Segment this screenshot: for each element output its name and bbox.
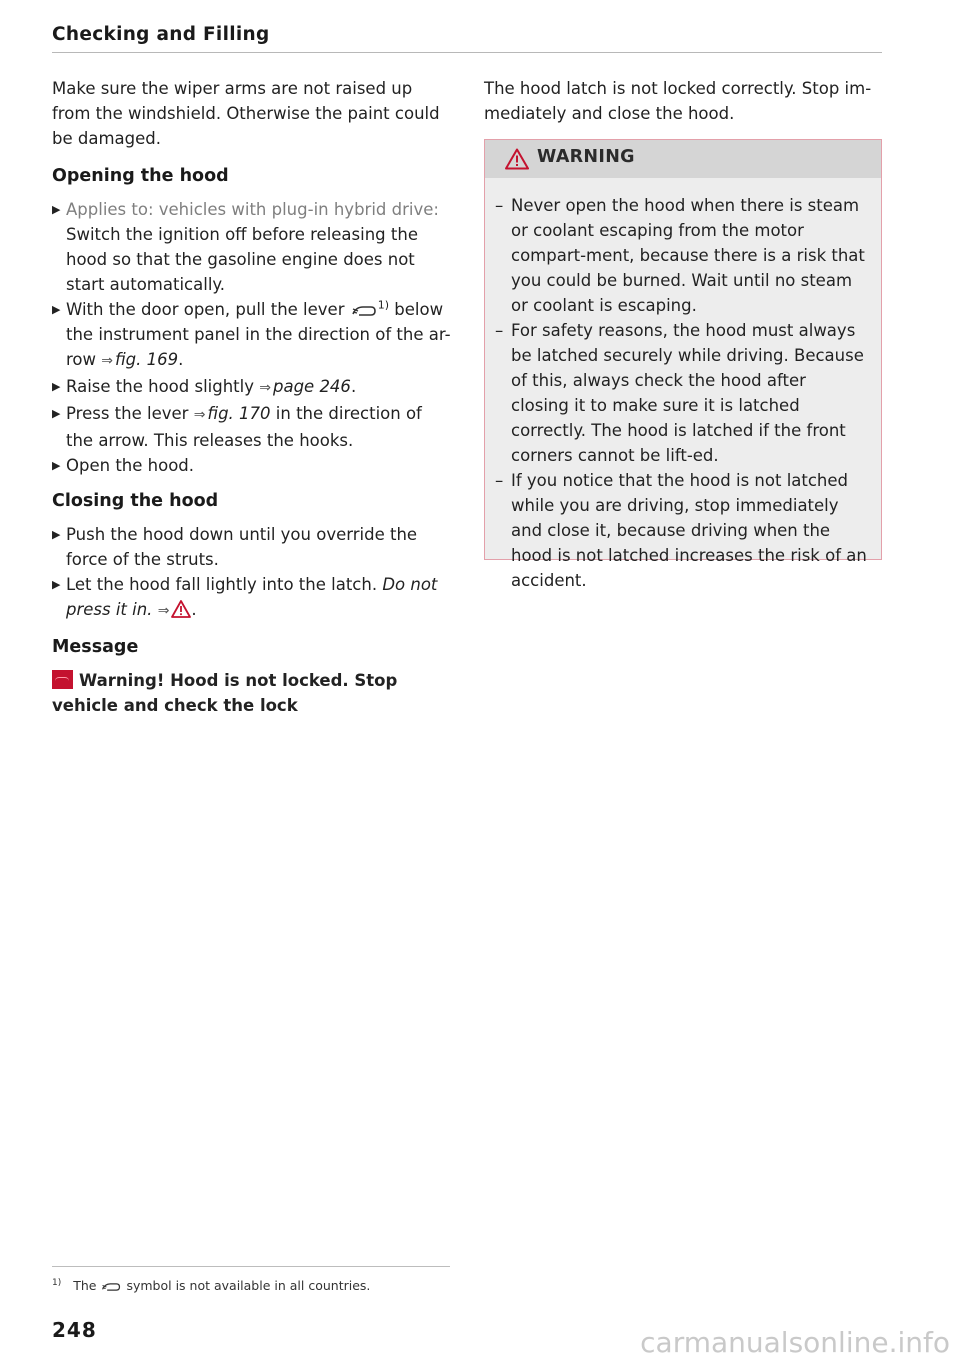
step-item (52, 401, 452, 453)
step-text: Press the lever (66, 404, 189, 423)
right-intro-paragraph: The hood latch is not locked correctly. Stop im-mediately and close the hood. (484, 79, 872, 123)
left-column (52, 76, 452, 718)
hood-warning-lamp-icon (52, 670, 73, 689)
section-title: Checking and Filling (52, 24, 270, 45)
page-number: 248 (52, 1318, 97, 1342)
step-text: Switch the ignition off before releasing the hood so that the gasoline engine does not start automatically. (66, 225, 418, 294)
step-item (52, 522, 452, 572)
step-text: in the direction of the arrow. This releases the hooks. (66, 404, 422, 450)
message-heading: Message (52, 637, 139, 657)
step-text: Let the hood fall lightly into the latch. (66, 575, 378, 594)
step-item (52, 197, 452, 297)
warning-item-text: If you notice that the hood is not latched while you are driving, stop immediately and close it, because driving when the hood is not latched increases the risk of an accident. (511, 471, 867, 590)
figure-link[interactable]: fig. 169 (115, 350, 179, 369)
warning-triangle-icon[interactable] (171, 600, 191, 618)
message-label: Warning! Hood is not locked. Stop vehicle and check the lock (52, 671, 398, 715)
bullet-icon: ▶ (52, 380, 61, 393)
bullet-icon: ▶ (52, 459, 61, 472)
hood-lever-icon (101, 1282, 121, 1292)
step-text: Open the hood. (66, 456, 195, 475)
footnote-mark: 1) (52, 1278, 62, 1288)
bullet-icon: ▶ (52, 303, 61, 316)
arrow-right-icon: ⇒ (193, 407, 206, 423)
warning-header (485, 140, 881, 178)
hood-lever-icon (351, 305, 377, 317)
warning-item: – If you notice that the hood is not latched while you are driving, stop immediately and close it, because driving when the hood is not latched increases the risk of an accident. (495, 471, 867, 590)
arrow-right-icon: ⇒ (259, 380, 271, 396)
warning-item: – For safety reasons, the hood must always be latched securely while driving. Because of this, always check the hood after closing it to make sure it is latched correctly. The hood is latched if the front corners cannot be lift-ed. (495, 321, 864, 465)
warning-item-text: Never open the hood when there is steam or coolant escaping from the motor compart-ment, because there is a risk that you could be burned. Wait until no steam or coolant is escaping. (511, 196, 865, 315)
bullet-icon: ▶ (52, 528, 61, 541)
page-header (52, 24, 882, 53)
warning-box (484, 139, 882, 590)
step-text: Push the hood down until you override the force of the struts. (66, 525, 418, 569)
step-item: ▶ With the door open, pull the lever $^{1)}$ below the instrument panel in the direction of the ar-row ⇒ fig. 169. (52, 297, 452, 374)
footnote (52, 1278, 370, 1293)
bullet-icon: ▶ (52, 578, 61, 591)
step-text: Raise the hood slightly (66, 377, 254, 396)
intro-paragraph: Make sure the wiper arms are not raised up from the windshield. Otherwise the paint could be damaged. (52, 79, 440, 148)
warning-title: WARNING (537, 147, 635, 167)
right-column (484, 76, 884, 138)
warning-item-text: For safety reasons, the hood must always be latched securely while driving. Because of this, always check the hood after closing it to make sure it is latched correctly. The hood is latched if the front corners cannot be lift-ed. (511, 321, 864, 465)
arrow-right-icon: ⇒ (101, 353, 113, 369)
message-text (52, 668, 452, 718)
watermark: carmanualsonline.info (640, 1326, 950, 1359)
step-text: With the door open, pull the lever (66, 300, 345, 319)
footnote-divider (52, 1266, 450, 1267)
warning-triangle-icon (505, 148, 529, 170)
figure-link[interactable]: fig. 170 (207, 404, 271, 423)
arrow-right-icon: ⇒ (157, 603, 170, 619)
warning-item: – Never open the hood when there is steam or coolant escaping from the motor compart-ment, because there is a risk that you could be burned. Wait until no steam or coolant is escaping. (495, 196, 865, 315)
closing-heading: Closing the hood (52, 491, 219, 511)
step-text: below the instrument panel in the direction of the ar-row (66, 300, 451, 369)
page-link[interactable]: page 246 (272, 377, 351, 396)
opening-heading: Opening the hood (52, 166, 229, 186)
step-item: ▶ Raise the hood slightly ⇒ page 246. (52, 374, 452, 401)
bullet-icon: ▶ (52, 203, 61, 216)
footnote-text: symbol is not available in all countries. (126, 1278, 371, 1294)
warning-list (485, 178, 881, 593)
step-item: ▶ Let the hood fall lightly into the latch. Do not press it in. ⇒ . (52, 572, 452, 624)
step-item (52, 453, 452, 478)
applies-to-text: Applies to: vehicles with plug-in hybrid drive: (66, 200, 439, 219)
closing-steps (52, 522, 452, 624)
footnote-marker: 1) (377, 298, 390, 312)
bullet-icon: ▶ (52, 407, 61, 420)
step-emphasis: Do not press it in. (66, 575, 438, 619)
footnote-text: The (73, 1278, 97, 1294)
opening-steps (52, 197, 452, 478)
